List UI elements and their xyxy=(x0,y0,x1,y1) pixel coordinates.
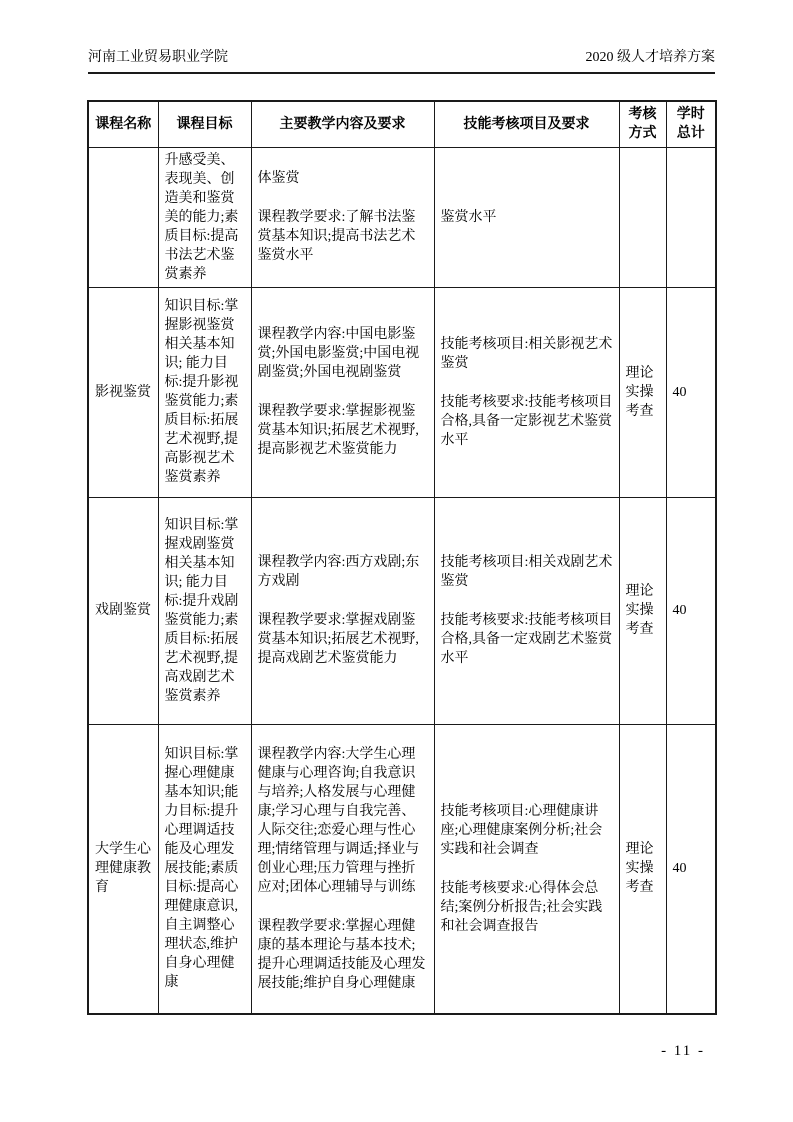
col-header-course-name: 课程名称 xyxy=(88,101,158,147)
col-header-hours: 学时总计 xyxy=(666,101,716,147)
hours-cell: 40 xyxy=(666,287,716,497)
content-cell xyxy=(251,497,434,724)
objectives-text: 升感受美、表现美、创造美和鉴赏美的能力;素质目标:提高书法艺术鉴赏素养 xyxy=(164,152,239,282)
method-cell xyxy=(619,147,666,287)
course-name-cell xyxy=(88,147,158,287)
hours-cell xyxy=(666,147,716,287)
course-name-cell: 大学生心理健康教育 xyxy=(88,724,158,1014)
content-paragraph: 课程教学要求:了解书法鉴赏基本知识;提高书法艺术鉴赏水平 xyxy=(257,210,416,263)
content-cell xyxy=(251,147,434,287)
col-header-content: 主要教学内容及要求 xyxy=(251,101,434,147)
assessment-paragraph: 技能考核项目:心理健康讲座;心理健康案例分析;社会实践和社会调查 xyxy=(440,803,603,857)
content-paragraph: 体鉴赏 xyxy=(257,171,300,186)
content-paragraph: 课程教学要求:掌握戏剧鉴赏基本知识;拓展艺术视野,提高戏剧艺术鉴赏能力 xyxy=(257,613,419,666)
assessment-cell xyxy=(434,497,619,724)
content-paragraph: 课程教学要求:掌握心理健康的基本理论与基本技术;提升心理调适技能及心理发展技能;维护自身心理健康 xyxy=(257,918,426,991)
page-header xyxy=(88,48,715,74)
assessment-paragraph: 技能考核项目:相关戏剧艺术鉴赏 xyxy=(440,555,613,589)
table-header-row xyxy=(88,101,716,147)
course-name-cell: 戏剧鉴赏 xyxy=(88,497,158,724)
method-cell: 理论实操考查 xyxy=(619,287,666,497)
course-name-cell: 影视鉴赏 xyxy=(88,287,158,497)
content-cell xyxy=(251,287,434,497)
assessment-paragraph: 鉴赏水平 xyxy=(440,209,497,225)
page-footer xyxy=(88,1041,715,1061)
assessment-cell xyxy=(434,287,619,497)
table-row-film-appreciation xyxy=(88,287,716,497)
header-school-name: 河南工业贸易职业学院 xyxy=(88,50,228,65)
content-paragraph: 课程教学内容:中国电影鉴赏;外国电影鉴赏;中国电视剧鉴赏;外国电视剧鉴赏 xyxy=(257,327,420,380)
objectives-cell xyxy=(158,497,251,724)
table-row-mental-health-education xyxy=(88,724,716,1014)
table-row-drama-appreciation xyxy=(88,497,716,724)
objectives-text: 知识目标:掌握戏剧鉴赏相关基本知识; 能力目标:提升戏剧鉴赏能力;素质目标:拓展艺术视野,提高戏剧艺术鉴赏素养 xyxy=(164,517,239,704)
content-paragraph: 课程教学内容:大学生心理健康与心理咨询;自我意识与培养;人格发展与心理健康;学习心理与自我完善、人际交往;恋爱心理与性心理;情绪管理与调适;择业与创业心理;压力管理与挫折应对;团体心理辅导与训练 xyxy=(257,746,420,895)
assessment-paragraph: 技能考核要求:心得体会总结;案例分析报告;社会实践和社会调查报告 xyxy=(440,880,603,934)
assessment-paragraph: 技能考核要求:技能考核项目合格,具备一定影视艺术鉴赏水平 xyxy=(440,394,613,448)
objectives-text: 知识目标:掌握心理健康基本知识;能力目标:提升心理调适技能及心理发展技能;素质目标:提高心理健康意识,自主调整心理状态,维护自身心理健康 xyxy=(164,747,239,991)
assessment-cell xyxy=(434,724,619,1014)
hours-cell: 40 xyxy=(666,724,716,1014)
content-paragraph: 课程教学内容:西方戏剧;东方戏剧 xyxy=(257,555,420,589)
col-header-objectives: 课程目标 xyxy=(158,101,251,147)
method-cell: 理论实操考查 xyxy=(619,724,666,1014)
content-cell xyxy=(251,724,434,1014)
method-cell: 理论实操考查 xyxy=(619,497,666,724)
objectives-cell xyxy=(158,724,251,1014)
hours-cell: 40 xyxy=(666,497,716,724)
objectives-cell xyxy=(158,287,251,497)
assessment-paragraph: 技能考核要求:技能考核项目合格,具备一定戏剧艺术鉴赏水平 xyxy=(440,613,613,666)
curriculum-table xyxy=(87,100,717,1015)
objectives-cell xyxy=(158,147,251,287)
col-header-method: 考核方式 xyxy=(619,101,666,147)
content-paragraph: 课程教学要求:掌握影视鉴赏基本知识;拓展艺术视野,提高影视艺术鉴赏能力 xyxy=(257,404,419,457)
page-number: - 11 - xyxy=(661,1043,705,1059)
header-plan-name: 2020 级人才培养方案 xyxy=(585,50,715,65)
assessment-cell xyxy=(434,147,619,287)
col-header-assessment: 技能考核项目及要求 xyxy=(434,101,619,147)
table-row-calligraphy-continued xyxy=(88,147,716,287)
objectives-text: 知识目标:掌握影视鉴赏相关基本知识; 能力目标:提升影视鉴赏能力;素质目标:拓展艺术视野,提高影视艺术鉴赏素养 xyxy=(164,299,239,485)
assessment-paragraph: 技能考核项目:相关影视艺术鉴赏 xyxy=(440,336,613,371)
